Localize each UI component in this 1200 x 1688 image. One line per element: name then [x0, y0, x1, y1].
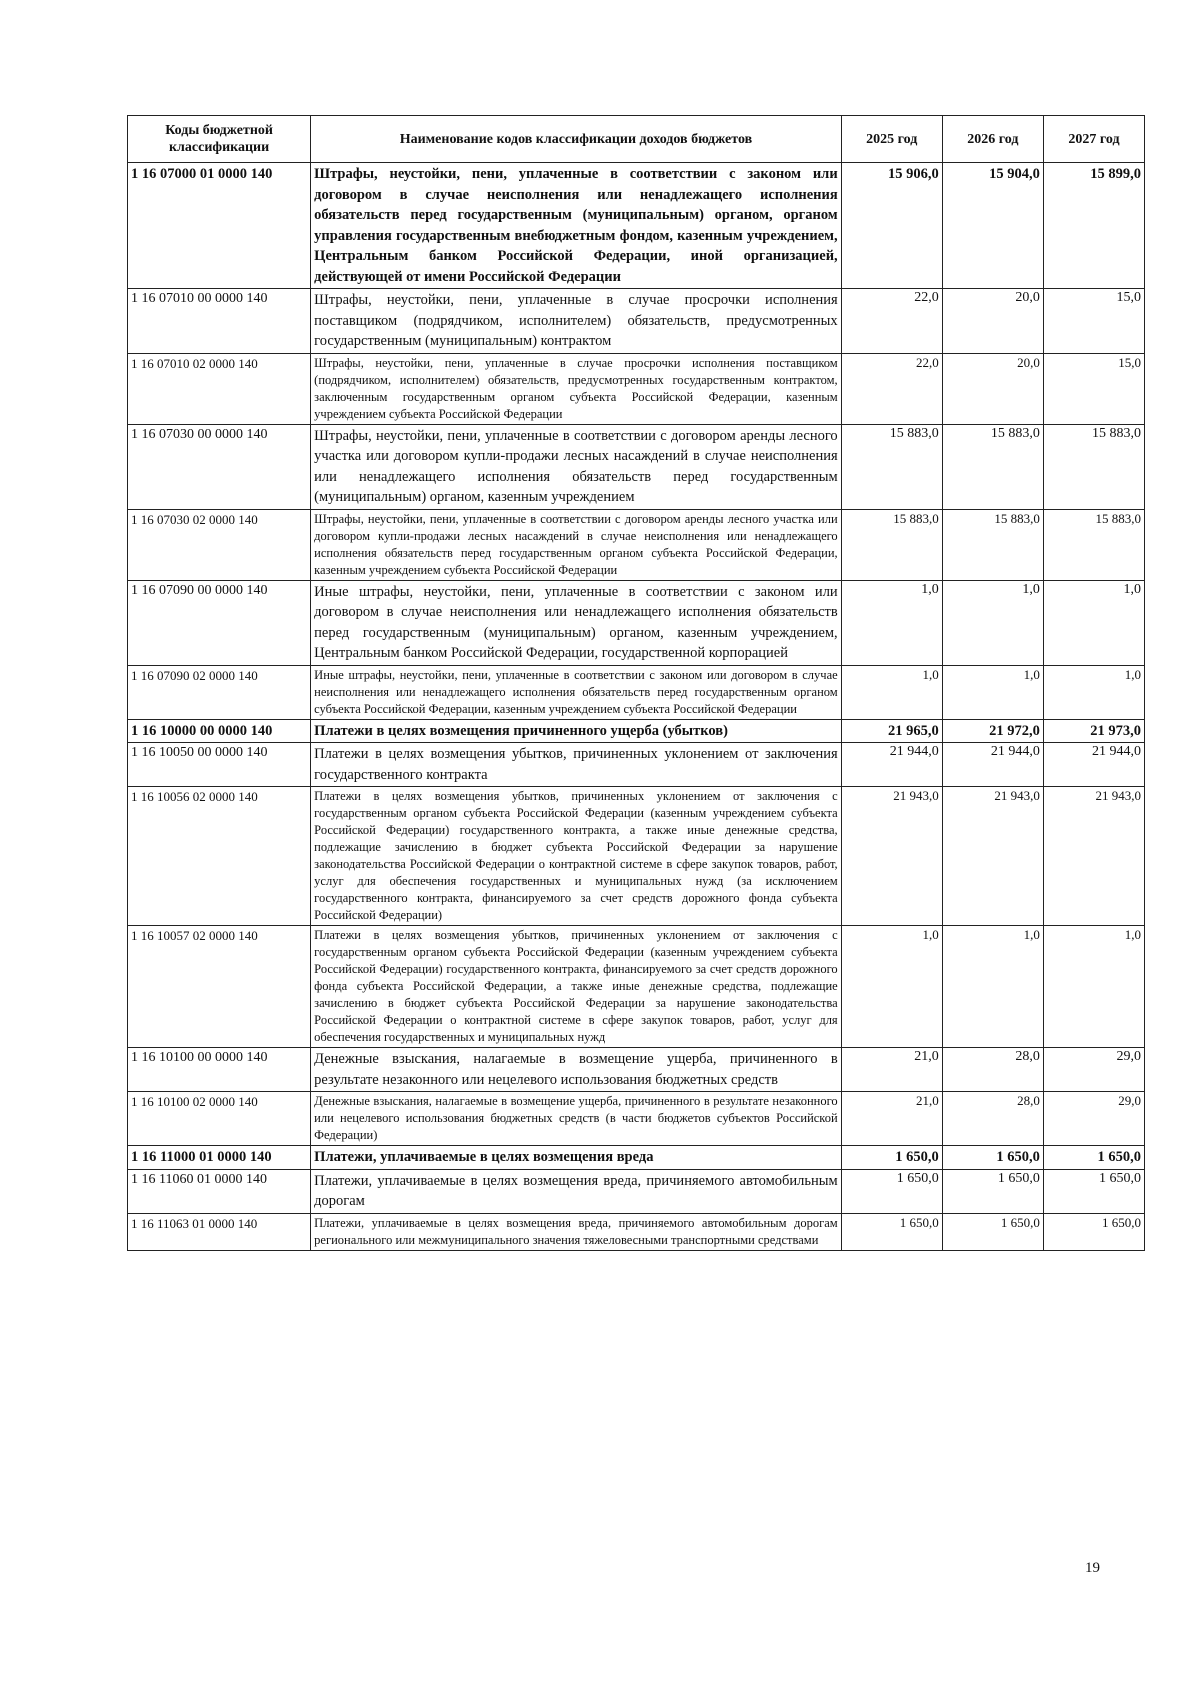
- header-code: Коды бюджетной классификации: [128, 116, 311, 163]
- row-value-2025: 1,0: [841, 926, 942, 1048]
- row-code: 1 16 10057 02 0000 140: [128, 926, 311, 1048]
- row-value-2025: 1 650,0: [841, 1146, 942, 1170]
- row-name: Штрафы, неустойки, пени, уплаченные в соответствии с договором аренды лесного участка или договором купли-продажи лесных насаждений в случае неисполнения или ненадлежащего исполнения обязательств перед государственным (муниципальным) органом, казенным учреждением: [311, 424, 842, 509]
- row-value-2027: 15 899,0: [1043, 163, 1144, 289]
- row-value-2027: 1,0: [1043, 580, 1144, 665]
- row-code: 1 16 07010 00 0000 140: [128, 289, 311, 354]
- header-2026: 2026 год: [942, 116, 1043, 163]
- row-value-2025: 1 650,0: [841, 1169, 942, 1213]
- row-code: 1 16 07030 02 0000 140: [128, 509, 311, 580]
- row-name: Штрафы, неустойки, пени, уплаченные в соответствии с договором аренды лесного участка или договором купли-продажи лесных насаждений в случае неисполнения или ненадлежащего исполнения обязательств перед государственным органом субъекта Российской Федерации, казенным учреждением субъекта Российской Федерации: [311, 509, 842, 580]
- row-value-2026: 15 883,0: [942, 424, 1043, 509]
- row-code: 1 16 11060 01 0000 140: [128, 1169, 311, 1213]
- row-code: 1 16 07030 00 0000 140: [128, 424, 311, 509]
- row-value-2025: 15 883,0: [841, 509, 942, 580]
- row-value-2027: 15 883,0: [1043, 509, 1144, 580]
- budget-revenue-table: [127, 115, 1145, 1251]
- row-value-2025: 21 944,0: [841, 743, 942, 787]
- row-name: Иные штрафы, неустойки, пени, уплаченные в соответствии с законом или договором в случае неисполнения или ненадлежащего исполнения обязательств перед государственным (муниципальным) органом, казенным учреждением, Центральным банком Российской Федерации, государственной корпорацией: [311, 580, 842, 665]
- row-value-2026: 28,0: [942, 1092, 1043, 1146]
- row-value-2025: 1 650,0: [841, 1213, 942, 1250]
- row-code: 1 16 10100 00 0000 140: [128, 1048, 311, 1092]
- row-name: Платежи, уплачиваемые в целях возмещения вреда, причиняемого автомобильным дорогам: [311, 1169, 842, 1213]
- row-value-2027: 29,0: [1043, 1048, 1144, 1092]
- table-row: [128, 1169, 1145, 1213]
- row-value-2026: 1,0: [942, 665, 1043, 719]
- row-value-2027: 1 650,0: [1043, 1169, 1144, 1213]
- row-value-2027: 29,0: [1043, 1092, 1144, 1146]
- row-value-2025: 15 906,0: [841, 163, 942, 289]
- row-value-2026: 1,0: [942, 926, 1043, 1048]
- row-name: Платежи, уплачиваемые в целях возмещения вреда, причиняемого автомобильным дорогам регионального или межмуниципального значения тяжеловесными транспортными средствами: [311, 1213, 842, 1250]
- table-row: [128, 509, 1145, 580]
- row-value-2027: 21 944,0: [1043, 743, 1144, 787]
- row-value-2025: 15 883,0: [841, 424, 942, 509]
- row-value-2026: 21 972,0: [942, 719, 1043, 743]
- row-code: 1 16 11063 01 0000 140: [128, 1213, 311, 1250]
- row-value-2027: 15 883,0: [1043, 424, 1144, 509]
- table-row: [128, 665, 1145, 719]
- row-code: 1 16 10050 00 0000 140: [128, 743, 311, 787]
- table-row: [128, 289, 1145, 354]
- header-2025: 2025 год: [841, 116, 942, 163]
- row-code: 1 16 10056 02 0000 140: [128, 787, 311, 926]
- row-code: 1 16 07000 01 0000 140: [128, 163, 311, 289]
- header-2027: 2027 год: [1043, 116, 1144, 163]
- row-value-2025: 1,0: [841, 665, 942, 719]
- row-name: Денежные взыскания, налагаемые в возмещение ущерба, причиненного в результате незаконного или нецелевого использования бюджетных средств (в части бюджетов субъектов Российской Федерации): [311, 1092, 842, 1146]
- row-value-2027: 1,0: [1043, 665, 1144, 719]
- row-value-2027: 1 650,0: [1043, 1213, 1144, 1250]
- row-name: Платежи в целях возмещения убытков, причиненных уклонением от заключения с государственным органом субъекта Российской Федерации (казенным учреждением субъекта Российской Федерации) государственного контракта, а также иные денежные средства, подлежащие зачислению в бюджет субъекта Российской Федерации за нарушение законодательства Российской Федерации о контрактной системе в сфере закупок товаров, работ, услуг для обеспечения государственных и муниципальных нужд (за исключением государственного контракта, финансируемого за счет средств дорожного фонда субъекта Российской Федерации): [311, 787, 842, 926]
- table-row: [128, 1048, 1145, 1092]
- row-value-2026: 1 650,0: [942, 1213, 1043, 1250]
- row-value-2025: 21 965,0: [841, 719, 942, 743]
- table-row: [128, 580, 1145, 665]
- row-name: Денежные взыскания, налагаемые в возмещение ущерба, причиненного в результате незаконного или нецелевого использования бюджетных средств: [311, 1048, 842, 1092]
- row-value-2027: 15,0: [1043, 353, 1144, 424]
- row-value-2026: 28,0: [942, 1048, 1043, 1092]
- row-value-2026: 21 944,0: [942, 743, 1043, 787]
- row-value-2025: 22,0: [841, 353, 942, 424]
- row-value-2025: 22,0: [841, 289, 942, 354]
- row-name: Штрафы, неустойки, пени, уплаченные в случае просрочки исполнения поставщиком (подрядчиком, исполнителем) обязательств, предусмотренных государственным (муниципальным) контрактом: [311, 289, 842, 354]
- row-value-2025: 21,0: [841, 1092, 942, 1146]
- row-value-2026: 21 943,0: [942, 787, 1043, 926]
- row-name: Иные штрафы, неустойки, пени, уплаченные в соответствии с законом или договором в случае неисполнения или ненадлежащего исполнения обязательств перед государственным органом субъекта Российской Федерации, казенным учреждением субъекта Российской Федерации: [311, 665, 842, 719]
- row-code: 1 16 10100 02 0000 140: [128, 1092, 311, 1146]
- page-number: 19: [1085, 1560, 1100, 1576]
- row-value-2027: 21 973,0: [1043, 719, 1144, 743]
- row-code: 1 16 07090 00 0000 140: [128, 580, 311, 665]
- table-row: [128, 1213, 1145, 1250]
- table-row: [128, 163, 1145, 289]
- row-value-2027: 1,0: [1043, 926, 1144, 1048]
- row-value-2025: 21,0: [841, 1048, 942, 1092]
- row-value-2026: 15 904,0: [942, 163, 1043, 289]
- table-row: [128, 787, 1145, 926]
- header-name: Наименование кодов классификации доходов бюджетов: [311, 116, 842, 163]
- row-value-2026: 20,0: [942, 289, 1043, 354]
- row-code: 1 16 10000 00 0000 140: [128, 719, 311, 743]
- table-row: [128, 719, 1145, 743]
- row-value-2026: 15 883,0: [942, 509, 1043, 580]
- table-row: [128, 353, 1145, 424]
- table-row: [128, 743, 1145, 787]
- row-name: Платежи, уплачиваемые в целях возмещения вреда: [311, 1146, 842, 1170]
- table-row: [128, 926, 1145, 1048]
- row-value-2027: 21 943,0: [1043, 787, 1144, 926]
- table-row: [128, 1092, 1145, 1146]
- row-value-2025: 1,0: [841, 580, 942, 665]
- row-name: Платежи в целях возмещения причиненного ущерба (убытков): [311, 719, 842, 743]
- row-value-2027: 1 650,0: [1043, 1146, 1144, 1170]
- row-value-2026: 1,0: [942, 580, 1043, 665]
- row-name: Платежи в целях возмещения убытков, причиненных уклонением от заключения государственного контракта: [311, 743, 842, 787]
- row-value-2026: 1 650,0: [942, 1146, 1043, 1170]
- row-value-2027: 15,0: [1043, 289, 1144, 354]
- table-header-row: [128, 116, 1145, 163]
- row-name: Штрафы, неустойки, пени, уплаченные в соответствии с законом или договором в случае неисполнения или ненадлежащего исполнения обязательств перед государственным (муниципальным) органом, органом управления государственным внебюджетным фондом, казенным учреждением, Центральным банком Российской Федерации, иной организацией, действующей от имени Российской Федерации: [311, 163, 842, 289]
- row-value-2026: 20,0: [942, 353, 1043, 424]
- table-row: [128, 1146, 1145, 1170]
- table-row: [128, 424, 1145, 509]
- row-name: Платежи в целях возмещения убытков, причиненных уклонением от заключения с государственным органом субъекта Российской Федерации (казенным учреждением субъекта Российской Федерации) государственного контракта, финансируемого за счет средств дорожного фонда субъекта Российской Федерации, а также иные денежные средства, подлежащие зачислению в бюджет субъекта Российской Федерации за нарушение законодательства Российской Федерации о контрактной системе в сфере закупок товаров, работ, услуг для обеспечения государственных и муниципальных нужд: [311, 926, 842, 1048]
- row-code: 1 16 11000 01 0000 140: [128, 1146, 311, 1170]
- row-code: 1 16 07090 02 0000 140: [128, 665, 311, 719]
- row-code: 1 16 07010 02 0000 140: [128, 353, 311, 424]
- row-value-2025: 21 943,0: [841, 787, 942, 926]
- row-value-2026: 1 650,0: [942, 1169, 1043, 1213]
- row-name: Штрафы, неустойки, пени, уплаченные в случае просрочки исполнения поставщиком (подрядчиком, исполнителем) обязательств, предусмотренных государственным контрактом, заключенным государственным органом субъекта Российской Федерации, казенным учреждением субъекта Российской Федерации: [311, 353, 842, 424]
